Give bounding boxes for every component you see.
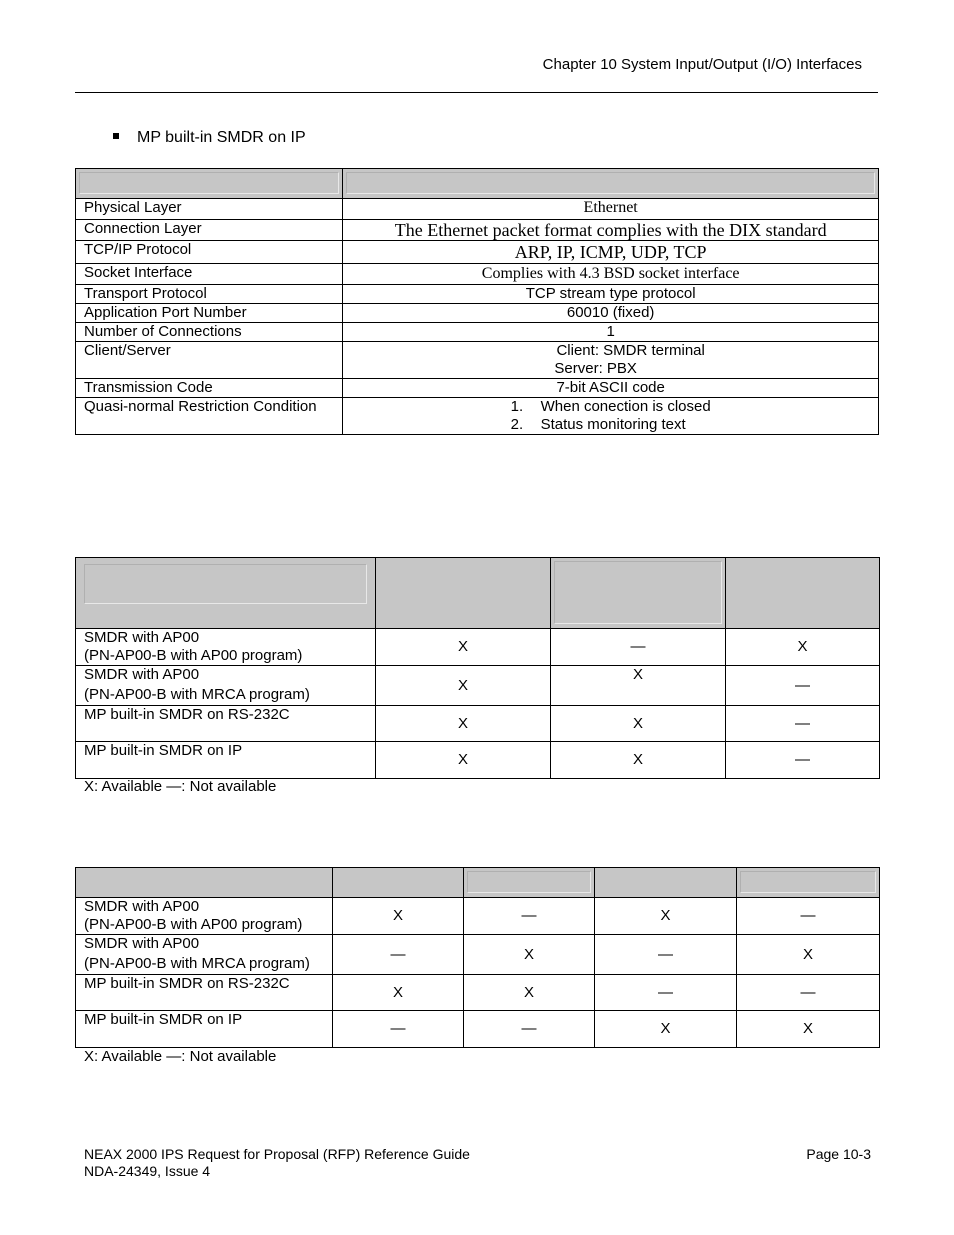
avail2-header-row: [76, 868, 880, 898]
avail-cell: —: [726, 666, 880, 706]
feature-label: [76, 935, 333, 975]
avail-cell: X: [464, 935, 595, 975]
spec-header-cell: [343, 169, 879, 199]
spec-label: Transport Protocol: [76, 285, 343, 304]
list-number: 1.: [510, 398, 524, 415]
spec-label: Socket Interface: [76, 264, 343, 285]
table-row: [76, 706, 880, 742]
feature-label: [76, 742, 376, 779]
feature-label: [76, 1011, 333, 1048]
avail-cell: —: [737, 898, 880, 935]
availability-legend: X: Available —: Not available: [84, 1048, 277, 1065]
spec-value: TCP stream type protocol: [343, 285, 879, 304]
avail-cell: X: [376, 706, 551, 742]
server-line: Server: PBX: [554, 360, 637, 377]
section-bullet: [113, 129, 306, 147]
table-row: [76, 241, 879, 264]
footer-left: [84, 1146, 470, 1180]
table-row: [76, 304, 879, 323]
spec-label: TCP/IP Protocol: [76, 241, 343, 264]
table-row: [76, 220, 879, 241]
avail-cell: —: [737, 975, 880, 1011]
avail-cell: —: [595, 935, 737, 975]
feature-line1: SMDR with AP00: [84, 935, 200, 952]
feature-line1: SMDR with AP00: [84, 629, 200, 646]
avail2-header-cell: [595, 868, 737, 898]
avail-cell: —: [726, 742, 880, 779]
table-row: [76, 342, 879, 379]
feature-label: [76, 975, 333, 1011]
table-row: [76, 264, 879, 285]
feature-line1: SMDR with AP00: [84, 666, 200, 683]
avail-cell: X: [595, 1011, 737, 1048]
avail-cell: —: [333, 1011, 464, 1048]
footer-guide-title: NEAX 2000 IPS Request for Proposal (RFP) Reference Guide: [84, 1146, 470, 1162]
avail-cell: X: [376, 742, 551, 779]
table-row: [76, 199, 879, 220]
spec-value: Complies with 4.3 BSD socket interface: [343, 264, 879, 285]
table-row: [76, 935, 880, 975]
list-item: [511, 416, 711, 434]
avail-cell: X: [737, 935, 880, 975]
avail-cell: X: [333, 975, 464, 1011]
avail2-header-cell: [464, 868, 595, 898]
list-number: 2.: [510, 416, 524, 433]
avail1-header-row: [76, 558, 880, 629]
page-number: Page 10-3: [806, 1146, 871, 1162]
avail-cell: —: [464, 1011, 595, 1048]
table-row: [76, 629, 880, 666]
spec-label: Connection Layer: [76, 220, 343, 241]
list-text: Status monitoring text: [540, 416, 686, 433]
avail-cell: X: [376, 666, 551, 706]
feature-line1: MP built-in SMDR on RS-232C: [84, 706, 290, 723]
avail-cell: X: [376, 629, 551, 666]
availability-table-1: [75, 557, 880, 779]
spec-label: Application Port Number: [76, 304, 343, 323]
avail-cell: X: [737, 1011, 880, 1048]
smdr-ip-spec-table: [75, 168, 879, 435]
feature-line1: MP built-in SMDR on IP: [84, 742, 243, 759]
avail-cell: —: [551, 629, 726, 666]
avail1-header-cell: [551, 558, 726, 629]
feature-label: [76, 898, 333, 935]
avail-cell: —: [595, 975, 737, 1011]
table-row: [76, 975, 880, 1011]
spec-table-header-row: [76, 169, 879, 199]
feature-line2: (PN-AP00-B with AP00 program): [84, 647, 303, 664]
spec-label: Transmission Code: [76, 379, 343, 398]
feature-line2: (PN-AP00-B with MRCA program): [84, 686, 310, 703]
condition-list: [511, 398, 711, 434]
square-bullet-icon: [113, 133, 119, 139]
table-row: [76, 742, 880, 779]
spec-value: 60010 (fixed): [343, 304, 879, 323]
table-row: [76, 398, 879, 435]
feature-label: [76, 666, 376, 706]
table-row: [76, 323, 879, 342]
list-text: When conection is closed: [540, 398, 711, 415]
header-divider: [75, 92, 878, 93]
avail-cell: X: [551, 706, 726, 742]
spec-label: Number of Connections: [76, 323, 343, 342]
avail-cell: X: [464, 975, 595, 1011]
chapter-header: Chapter 10 System Input/Output (I/O) Interfaces: [542, 56, 862, 73]
section-bullet-title: MP built-in SMDR on IP: [137, 129, 306, 146]
table-row: [76, 898, 880, 935]
availability-table-2: [75, 867, 880, 1048]
list-item: [511, 398, 711, 416]
spec-value: The Ethernet packet format complies with the DIX standard: [343, 220, 879, 241]
spec-header-cell: [76, 169, 343, 199]
avail2-header-cell: [737, 868, 880, 898]
avail1-header-cell: [376, 558, 551, 629]
table-row: [76, 285, 879, 304]
avail-cell: X: [726, 629, 880, 666]
avail2-header-cell: [76, 868, 333, 898]
feature-line2: (PN-AP00-B with AP00 program): [84, 916, 303, 933]
avail-cell: X: [551, 742, 726, 779]
avail-cell: X: [333, 898, 464, 935]
spec-label: Client/Server: [76, 342, 343, 379]
feature-line1: SMDR with AP00: [84, 898, 200, 915]
avail-cell: —: [726, 706, 880, 742]
avail2-header-cell: [333, 868, 464, 898]
spec-value: Ethernet: [343, 199, 879, 220]
client-line: Client: SMDR terminal: [556, 342, 705, 359]
availability-legend: X: Available —: Not available: [84, 778, 277, 795]
avail1-header-cell: [726, 558, 880, 629]
spec-value: [343, 398, 879, 435]
feature-label: [76, 706, 376, 742]
table-row: [76, 1011, 880, 1048]
avail-cell: X: [551, 666, 726, 706]
spec-value: ARP, IP, ICMP, UDP, TCP: [343, 241, 879, 264]
avail1-header-cell: [76, 558, 376, 629]
feature-line2: (PN-AP00-B with MRCA program): [84, 955, 310, 972]
avail-cell: —: [333, 935, 464, 975]
spec-value: 7-bit ASCII code: [343, 379, 879, 398]
feature-line1: MP built-in SMDR on IP: [84, 1011, 243, 1028]
feature-line1: MP built-in SMDR on RS-232C: [84, 975, 290, 992]
spec-value: 1: [343, 323, 879, 342]
table-row: [76, 379, 879, 398]
spec-label: Quasi-normal Restriction Condition: [76, 398, 343, 435]
spec-value: [343, 342, 879, 379]
feature-label: [76, 629, 376, 666]
avail-cell: —: [464, 898, 595, 935]
footer-doc-number: NDA-24349, Issue 4: [84, 1163, 211, 1179]
spec-label: Physical Layer: [76, 199, 343, 220]
avail-cell: X: [595, 898, 737, 935]
table-row: [76, 666, 880, 706]
